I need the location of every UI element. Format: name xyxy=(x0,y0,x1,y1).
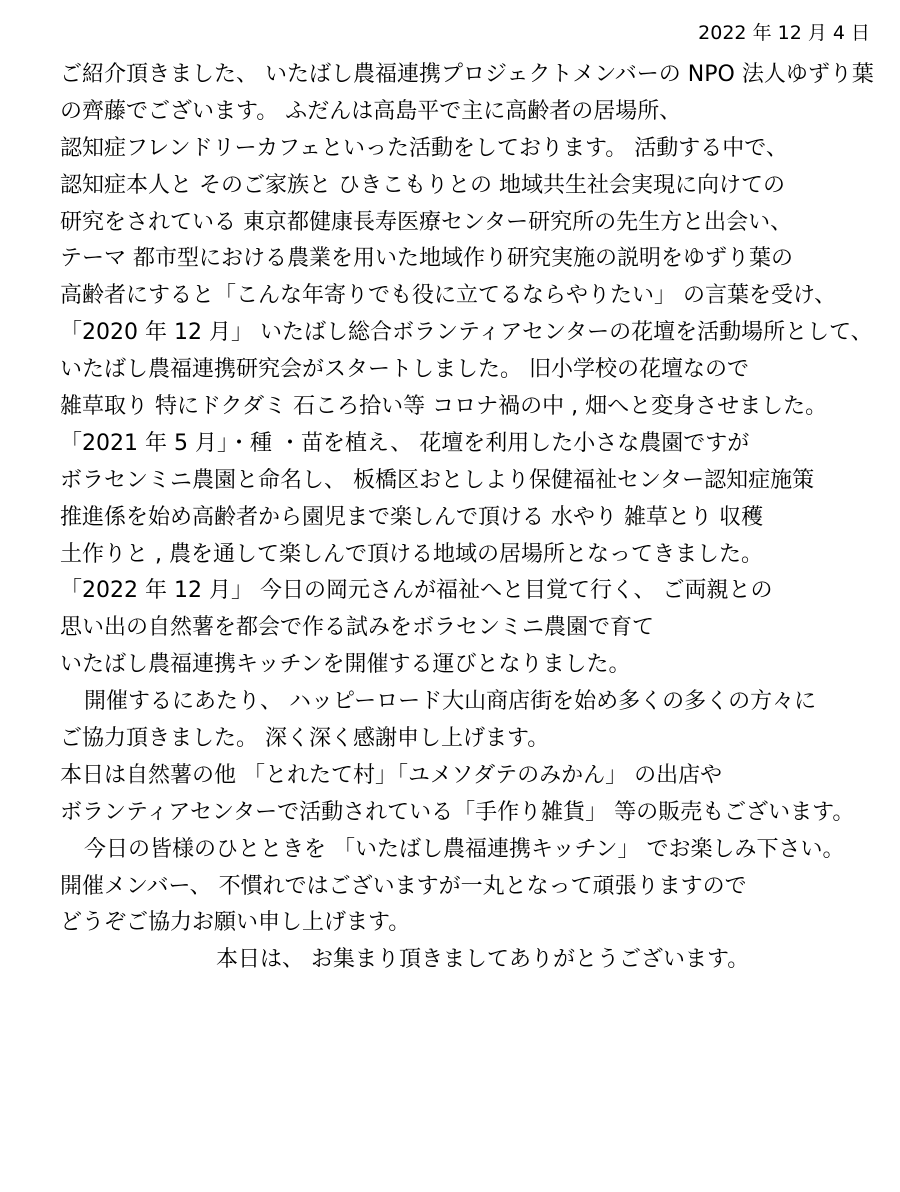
body-line: どうぞご協力お願い申し上げます。 xyxy=(60,910,411,936)
body-line: ご紹介頂きました、 いたばし農福連携プロジェクトメンバーの NPO 法人ゆずり葉 xyxy=(60,62,874,87)
body-line: 「2022 年 12 月」 今日の岡元さんが福祉へと目覚て行く、 ご両親との xyxy=(60,578,773,604)
body-line: ご協力頂きました。 深く深く感謝申し上げます。 xyxy=(60,726,550,752)
body-line: 推進係を始め高齢者から園児まで楽しんで頂ける 水やり 雑草とり 収穫 xyxy=(60,504,763,530)
body-line: 開催メンバー、 不慣れではございますが一丸となって頑張りますので xyxy=(60,873,747,899)
body-line: いたばし農福連携キッチンを開催する運びとなりました。 xyxy=(60,652,631,678)
body-line: 研究をされている 東京都健康長寿医療センター研究所の先生方と出会い、 xyxy=(60,209,793,235)
body-line: 「2021 年 5 月」・種 ・苗を植え、 花壇を利用した小さな農園ですが xyxy=(60,430,750,456)
body-line: 高齢者にすると「こんな年寄りでも役に立てるならやりたい」 の言葉を受け、 xyxy=(60,283,837,309)
body-line: 今日の皆様のひとときを 「いたばし農福連携キッチン」 でお楽しみ下さい。 xyxy=(84,836,845,862)
body-line: の齊藤でございます。 ふだんは高島平で主に高齢者の居場所、 xyxy=(60,98,682,124)
body-line: 土作りと , 農を通して楽しんで頂ける地域の居場所となってきました。 xyxy=(60,541,763,567)
body-line: ボラセンミニ農園と命名し、 板橋区おとしより保健福祉センター認知症施策 xyxy=(60,467,815,493)
body-line: 「2020 年 12 月」 いたばし総合ボランティアセンターの花壇を活動場所として、 xyxy=(60,320,873,346)
body-line: 認知症本人と そのご家族と ひきこもりとの 地域共生社会実現に向けての xyxy=(60,172,785,198)
letter-date: 2022 年 12 月 4 日 xyxy=(698,22,870,44)
body-line: いたばし農福連携研究会がスタートしました。 旧小学校の花壇なので xyxy=(60,357,749,383)
body-line: 認知症フレンドリーカフェといった活動をしております。 活動する中で、 xyxy=(60,135,788,161)
body-line: テーマ 都市型における農業を用いた地域作り研究実施の説明をゆずり葉の xyxy=(60,246,793,272)
letter-body xyxy=(60,57,890,979)
body-line: 本日は自然薯の他 「とれたて村」「ユメソダテのみかん」 の出店や xyxy=(60,762,723,788)
closing-line: 本日は、 お集まり頂きましてありがとうございます。 xyxy=(216,947,750,973)
body-line: 思い出の自然薯を都会で作る試みをボラセンミニ農園で育て xyxy=(60,615,655,641)
body-line: ボランティアセンターで活動されている「手作り雑貨」 等の販売もございます。 xyxy=(60,799,855,825)
body-line: 雑草取り 特にドクダミ 石ころ拾い等 コロナ禍の中 , 畑へと変身させました。 xyxy=(60,394,828,420)
body-line: 開催するにあたり、 ハッピーロード大山商店街を始め多くの多くの方々に xyxy=(84,689,817,715)
